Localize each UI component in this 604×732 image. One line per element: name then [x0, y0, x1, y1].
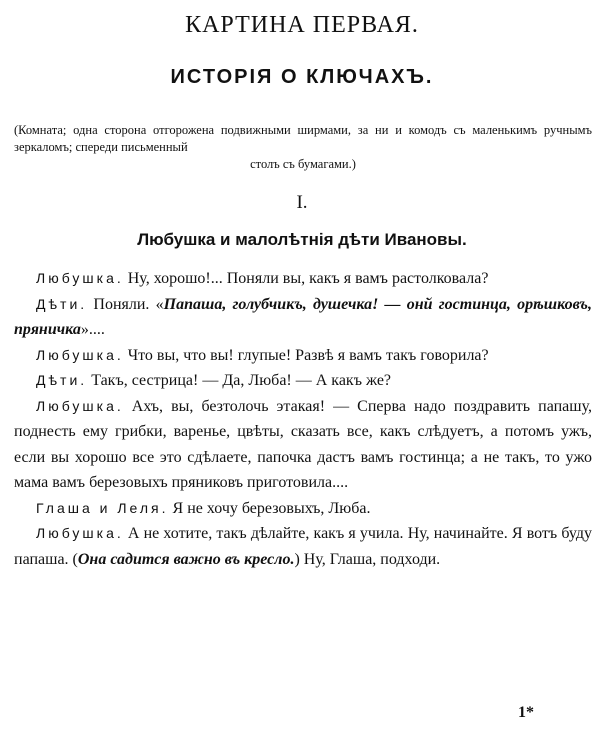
dialog-line: [14, 292, 592, 343]
speech-text: Поняли. «: [87, 295, 164, 313]
speech-text: Я не хочу березовыхъ, Люба.: [168, 499, 371, 517]
speech-text: А не хотите, такъ дѣлайте, какъ я учила. Ну, начинайте. Я вотъ буду папаша. (: [14, 525, 592, 568]
speaker-name: Любушка.: [36, 270, 124, 286]
scene-number: I.: [296, 192, 308, 213]
dialog-line: [14, 343, 592, 369]
dialog-block: [14, 266, 592, 572]
part-title: КАРТИНА ПЕРВАЯ.: [185, 12, 419, 38]
stage-direction: [14, 122, 592, 173]
speaker-name: Глаша и Леля.: [36, 499, 169, 516]
speech-text: ) Ну, Глаша, подходи.: [294, 550, 441, 568]
italic-text: Папаша, голубчикъ, душечка! — онй гостинца, орѣшковъ, пряничка: [14, 295, 592, 338]
speaker-name: Дѣти.: [36, 295, 88, 312]
speech-text: Такъ, сестрица! — Да, Люба! — А какъ же?: [87, 372, 392, 389]
speaker-name: Дѣти.: [36, 372, 88, 388]
dialog-line: [14, 496, 592, 522]
speaker-name: Любушка.: [36, 397, 124, 414]
speech-text: Ну, хорошо!... Поняли вы, какъ я вамъ растолковала?: [123, 270, 489, 287]
speech-text: Что вы, что вы! глупые! Развѣ я вамъ такъ говорила?: [123, 346, 489, 364]
dialog-line: [14, 521, 592, 572]
speaker-name: Любушка.: [36, 346, 124, 363]
dialog-line: [14, 368, 592, 394]
speech-text: »....: [80, 321, 105, 338]
dialog-line: [14, 266, 592, 292]
scene-title: Любушка и малолѣтнія дѣти Ивановы.: [137, 230, 467, 249]
stage-direction-line2: столъ съ бумагами.): [250, 157, 356, 171]
italic-text: Она садится важно въ кресло.: [77, 550, 295, 568]
dialog-line: [14, 394, 592, 496]
speaker-name: Любушка.: [36, 525, 124, 541]
page-number: 1*: [518, 704, 534, 721]
speech-text: Ахъ, вы, безтолочь этакая! — Сперва надо поздравить папашу, поднесть ему грибки, варенье, цвѣты, сказать все, какъ слѣдуетъ, а потомъ ужъ, если вы хорошо все это сдѣлаете, папочка дастъ вамъ гостинца; а не такъ, то ужо мама вамъ березовыхъ пряниковъ приготовила....: [14, 397, 592, 491]
story-title: ИСТОРІЯ О КЛЮЧАХЪ.: [170, 66, 434, 88]
stage-direction-line1: (Комната; одна сторона отгорожена подвижными ширмами, за ни и комодъ съ маленькимъ ручнымъ зеркаломъ; спереди письменный: [14, 123, 592, 154]
